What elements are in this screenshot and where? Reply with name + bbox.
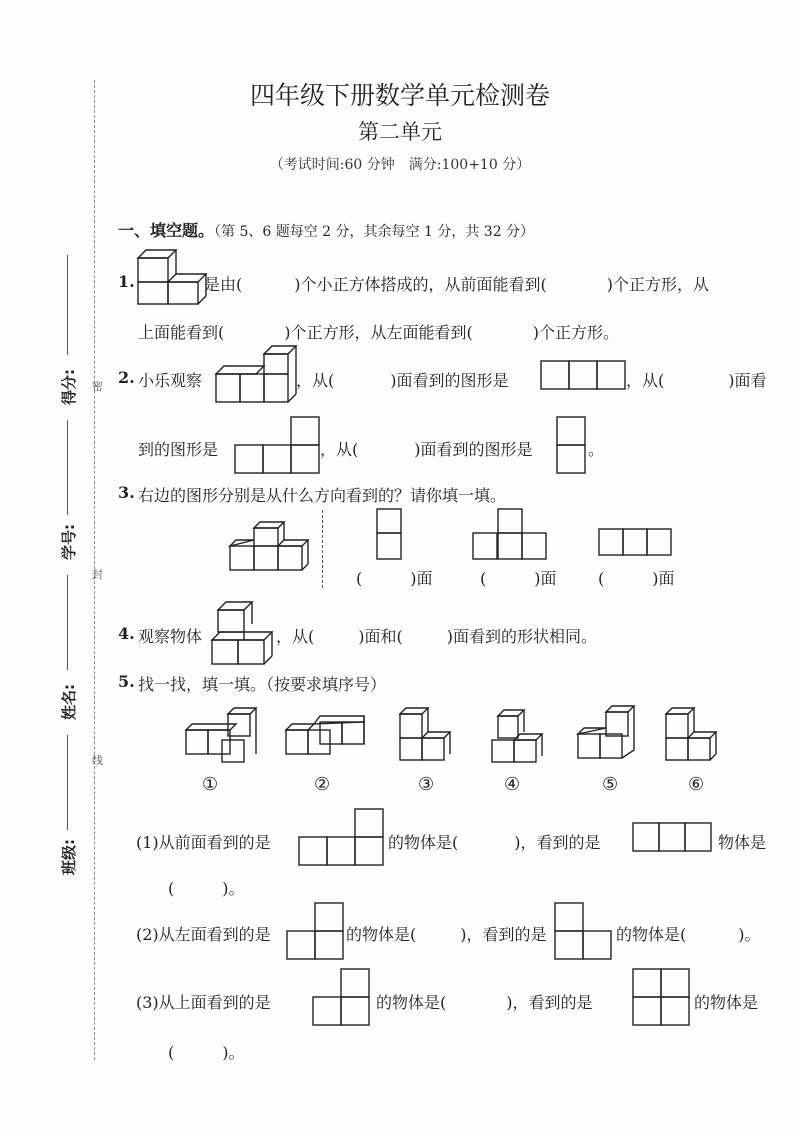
q5-p1-b: 的物体是( <box>388 833 459 852</box>
seal-char-3: 线 <box>92 754 103 767</box>
q2-view-column <box>556 416 586 474</box>
q5-label-2: ② <box>314 774 331 795</box>
q5-p3-e[interactable]: ( )。 <box>168 1043 245 1062</box>
q3-cube-figure <box>228 520 310 572</box>
q5-label-3: ③ <box>418 774 435 795</box>
q5-object-3 <box>398 706 460 764</box>
q5-p3-d: 的物体是 <box>694 993 759 1012</box>
q5-p1-d: 物体是 <box>718 833 767 852</box>
q4-text-d: )面看到的形状相同。 <box>446 627 597 646</box>
q2-text-a: 小乐观察 <box>138 371 203 390</box>
q3-blank-2[interactable]: ( )面 <box>480 569 557 588</box>
q5-object-2 <box>284 712 368 758</box>
q5-label-1: ① <box>202 774 219 795</box>
name-line-top <box>67 575 68 670</box>
q5-text: 找一找，填一填。（按要求填序号） <box>138 675 387 694</box>
q2-text-e: )面看 <box>728 371 767 390</box>
q1-line2 <box>138 320 619 343</box>
section-title: 一、填空题。 <box>118 221 215 240</box>
q4-line <box>276 624 597 647</box>
q5-p1-line <box>388 830 601 853</box>
class-label: 班级: <box>60 839 78 875</box>
seal-char-1: 密 <box>92 380 103 393</box>
q2-text-b: ，从( <box>296 371 335 390</box>
q4-text-b: ，从( <box>276 627 315 646</box>
q1-text-a: 是由( <box>204 275 243 294</box>
q3-number: 3. <box>118 483 135 502</box>
q1-text-d: 上面能看到( <box>138 323 225 342</box>
q2-text-d-wrap <box>626 368 767 391</box>
q3-blank-3[interactable]: ( )面 <box>598 569 675 588</box>
q1-number: 1. <box>118 272 135 291</box>
q5-number: 5. <box>118 672 135 691</box>
q5-p1-e[interactable]: ( )。 <box>168 879 245 898</box>
q2-text-f: 到的图形是 <box>138 440 219 459</box>
q2-text-g-wrap <box>320 437 533 460</box>
q5-p2-b: 的物体是( <box>346 925 417 944</box>
q2-view-step <box>234 416 320 474</box>
q2-text-h: )面看到的图形是 <box>414 440 533 459</box>
unit-subtitle: 第二单元 <box>358 120 442 144</box>
q5-p3-b: 的物体是( <box>376 993 447 1012</box>
q1-line1 <box>204 272 709 295</box>
q3-text: 右边的图形分别是从什么方向看到的？请你填一填。 <box>138 486 507 505</box>
q1-text-e: )个正方形，从左面能看到( <box>284 323 473 342</box>
q3-divider <box>322 510 323 588</box>
q1-cube-figure <box>136 244 206 308</box>
student-id-line-top <box>67 420 68 515</box>
q5-p3-view-b <box>632 968 690 1026</box>
student-id-label: 学号: <box>60 524 78 560</box>
q5-p1-view-b <box>632 822 714 852</box>
class-line-top <box>67 735 68 830</box>
q5-label-6: ⑥ <box>688 774 705 795</box>
q5-label-4: ④ <box>504 774 521 795</box>
q4-text-a: 观察物体 <box>138 627 203 646</box>
q4-cube-figure <box>210 600 276 668</box>
q2-text-c: )面看到的图形是 <box>390 371 509 390</box>
q4-text-c: )面和( <box>358 627 403 646</box>
q5-p1-c: )，看到的是 <box>514 833 601 852</box>
q5-p3-view-a <box>312 968 370 1026</box>
q5-p2-a: (2)从左面看到的是 <box>136 925 271 944</box>
q2-view-1x3 <box>540 360 626 390</box>
section-heading <box>118 218 534 241</box>
q5-p3-line <box>376 990 593 1013</box>
q5-p2-view-b <box>554 902 612 960</box>
q5-p2-line-b <box>616 922 761 945</box>
q5-p3-c: )，看到的是 <box>506 993 593 1012</box>
q3-view-2 <box>472 508 548 560</box>
q5-object-5 <box>576 704 656 764</box>
q3-view-3 <box>598 528 674 556</box>
q2-text-g: ，从( <box>320 440 359 459</box>
q5-p2-e: )。 <box>738 925 761 944</box>
q2-text-i: 。 <box>588 440 605 459</box>
q5-p1-view-a <box>298 808 384 866</box>
seal-char-2: 封 <box>92 568 103 581</box>
q3-view-1 <box>376 508 402 560</box>
q1-text-c: )个正方形，从 <box>606 275 709 294</box>
q5-object-4 <box>490 706 552 764</box>
q2-text-d: ，从( <box>626 371 665 390</box>
exam-info: （考试时间:60 分钟 满分:100+10 分） <box>269 157 531 173</box>
q2-text-b-wrap <box>296 368 509 391</box>
q4-number: 4. <box>118 624 135 643</box>
q5-p2-view-a <box>286 902 344 960</box>
q5-p2-c: )，看到的是 <box>460 925 547 944</box>
score-line <box>67 255 68 355</box>
q2-cube-figure <box>214 346 298 406</box>
section-note: （第 5、6 题每空 2 分，其余每空 1 分，共 32 分） <box>214 224 535 240</box>
q5-object-1 <box>184 706 260 764</box>
page-title: 四年级下册数学单元检测卷 <box>249 81 550 110</box>
q1-text-b: )个小正方体搭成的，从前面能看到( <box>294 275 547 294</box>
q5-p1-a: (1)从前面看到的是 <box>136 833 271 852</box>
name-label: 姓名: <box>60 684 78 720</box>
q5-p3-a: (3)从上面看到的是 <box>136 993 271 1012</box>
score-label: 得分: <box>60 369 78 405</box>
q5-label-5: ⑤ <box>602 774 619 795</box>
q1-text-f: )个正方形。 <box>532 323 619 342</box>
q5-object-6 <box>664 706 728 764</box>
q5-p2-d: 的物体是( <box>616 925 687 944</box>
q3-blank-1[interactable]: ( )面 <box>356 569 433 588</box>
q2-number: 2. <box>118 368 135 387</box>
q5-p2-line <box>346 922 547 945</box>
